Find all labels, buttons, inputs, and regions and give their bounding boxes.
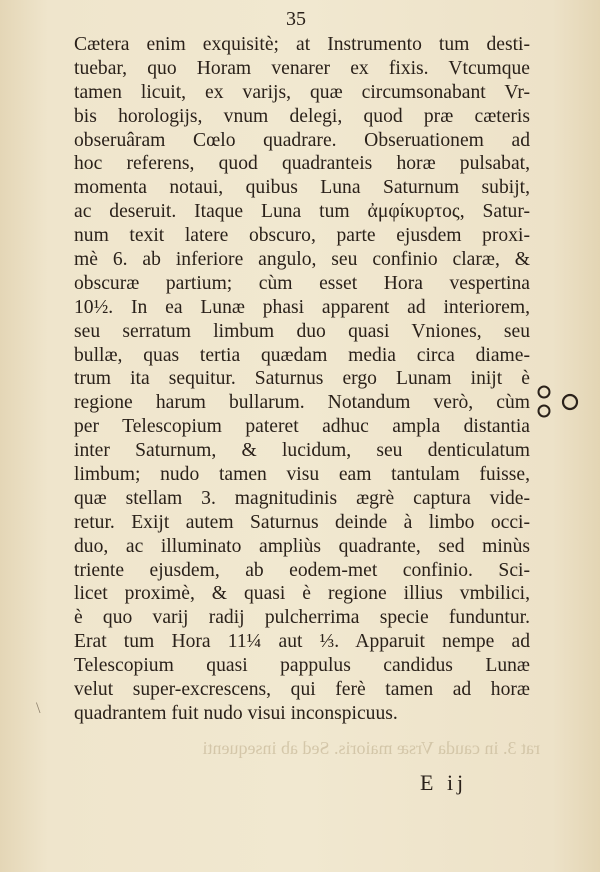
text-line: 10½. In ea Lunæ phasi apparent ad interiorem, — [74, 296, 530, 318]
text-line: bullæ, quas tertia quædam media circa diame- — [74, 344, 530, 366]
text-line: licet proximè, & quasi è regione illius vmbilici, — [74, 583, 530, 605]
text-line: ac deseruit. Itaque Luna tum ἀμφίκυρτος, Satur- — [74, 201, 530, 223]
text-line: velut super-excrescens, qui ferè tamen ad horæ — [74, 679, 530, 701]
text-line: regione harum bullarum. Notandum verò, cùm — [74, 392, 530, 414]
text-line-last: quadrantem fuit nudo visui inconspicuus. — [74, 702, 398, 724]
text-line: quæ stellam 3. magnitudinis ægrè captura vide- — [74, 487, 530, 509]
bleed-through-text: rat 3. in cauda Vrsæ maioris. Sed ab insequenti — [202, 738, 540, 758]
text-line: Telescopium quasi pappulus candidus Lunæ — [74, 655, 530, 677]
text-line: num texit latere obscuro, parte ejusdem proxi- — [74, 225, 530, 247]
page-number: 35 — [286, 8, 306, 30]
text-line: tamen licuit, ex varijs, quæ circumsonabant Vr- — [74, 81, 530, 103]
text-line: Erat tum Hora 11¼ aut ⅓. Apparuit nempe ad — [74, 631, 530, 653]
text-line: Cætera enim exquisitè; at Instrumento tum desti- — [74, 34, 530, 55]
text-line: per Telescopium pateret adhuc ampla distantia — [74, 416, 530, 438]
text-line: mè 6. ab inferiore angulo, seu confinio claræ, & — [74, 249, 530, 271]
text-line: obscuræ partium; cùm esset Hora vespertina — [74, 272, 530, 294]
body-text — [74, 33, 530, 726]
text-line: trum ita sequitur. Saturnus ergo Lunam inijt è — [74, 368, 530, 390]
text-line: momenta notaui, quibus Luna Saturnum subijt, — [74, 177, 530, 199]
margin-mark: \ — [36, 700, 41, 717]
text-line: limbum; nudo tamen visu eam tantulam fuisse, — [74, 464, 530, 486]
text-line: seu serratum limbum duo quasi Vniones, seu — [74, 320, 530, 342]
text-line: duo, ac illuminato ampliùs quadrante, sed minùs — [74, 535, 530, 557]
saturn-bullae-figure — [536, 378, 586, 438]
text-line: è quo varij radij pulcherrima specie funduntur. — [74, 607, 530, 629]
text-line: triente ejusdem, ab eodem-met confinio. Sci- — [74, 559, 530, 581]
text-line: obseruâram Cœlo quadrare. Obseruationem ad — [74, 129, 530, 151]
text-line: hoc referens, quod quadranteis horæ pulsabat, — [74, 153, 530, 175]
text-line: inter Saturnum, & lucidum, seu denticulatum — [74, 440, 530, 462]
text-line: tuebar, quo Horam venarer ex fixis. Vtcumque — [74, 57, 530, 79]
text-line: bis horologijs, vnum delegi, quod præ cæteris — [74, 105, 530, 127]
signature-mark: E ij — [420, 770, 468, 795]
text-line: retur. Exijt autem Saturnus deinde à limbo occi- — [74, 511, 530, 533]
